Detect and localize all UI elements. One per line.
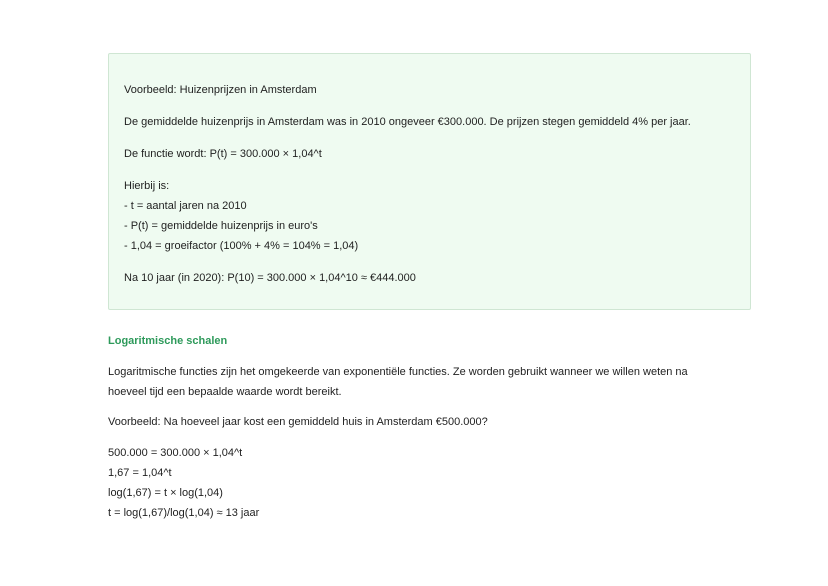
example-function: De functie wordt: P(t) = 300.000 × 1,04^t — [124, 148, 322, 160]
log-paragraph — [108, 362, 751, 402]
log-paragraph-line: hoeveel tijd een bepaalde waarde wordt bereikt. — [108, 386, 342, 398]
example-hierbij: Hierbij is: — [124, 180, 170, 192]
calculation-step: 1,67 = 1,04^t — [108, 467, 172, 479]
example-result: Na 10 jaar (in 2020): P(10) = 300.000 × 1,04^10 ≈ €444.000 — [124, 272, 416, 284]
section-heading: Logaritmische schalen — [108, 335, 228, 347]
calculation-steps — [108, 443, 751, 523]
log-question: Voorbeeld: Na hoeveel jaar kost een gemiddeld huis in Amsterdam €500.000? — [108, 416, 488, 428]
example-title: Voorbeeld: Huizenprijzen in Amsterdam — [124, 84, 317, 96]
calculation-step: t = log(1,67)/log(1,04) ≈ 13 jaar — [108, 507, 260, 519]
example-box — [108, 53, 751, 310]
definition-item: - P(t) = gemiddelde huizenprijs in euro's — [124, 220, 318, 232]
log-paragraph-line: Logaritmische functies zijn het omgekeerde van exponentiële functies. Ze worden gebruikt wanneer we willen weten na — [108, 366, 688, 378]
calculation-step: 500.000 = 300.000 × 1,04^t — [108, 447, 243, 459]
content — [108, 53, 751, 523]
calculation-step: log(1,67) = t × log(1,04) — [108, 487, 223, 499]
definition-item: - 1,04 = groeifactor (100% + 4% = 104% = 1,04) — [124, 240, 359, 252]
definition-item: - t = aantal jaren na 2010 — [124, 200, 247, 212]
example-intro: De gemiddelde huizenprijs in Amsterdam was in 2010 ongeveer €300.000. De prijzen stegen gemiddeld 4% per jaar. — [124, 116, 691, 128]
